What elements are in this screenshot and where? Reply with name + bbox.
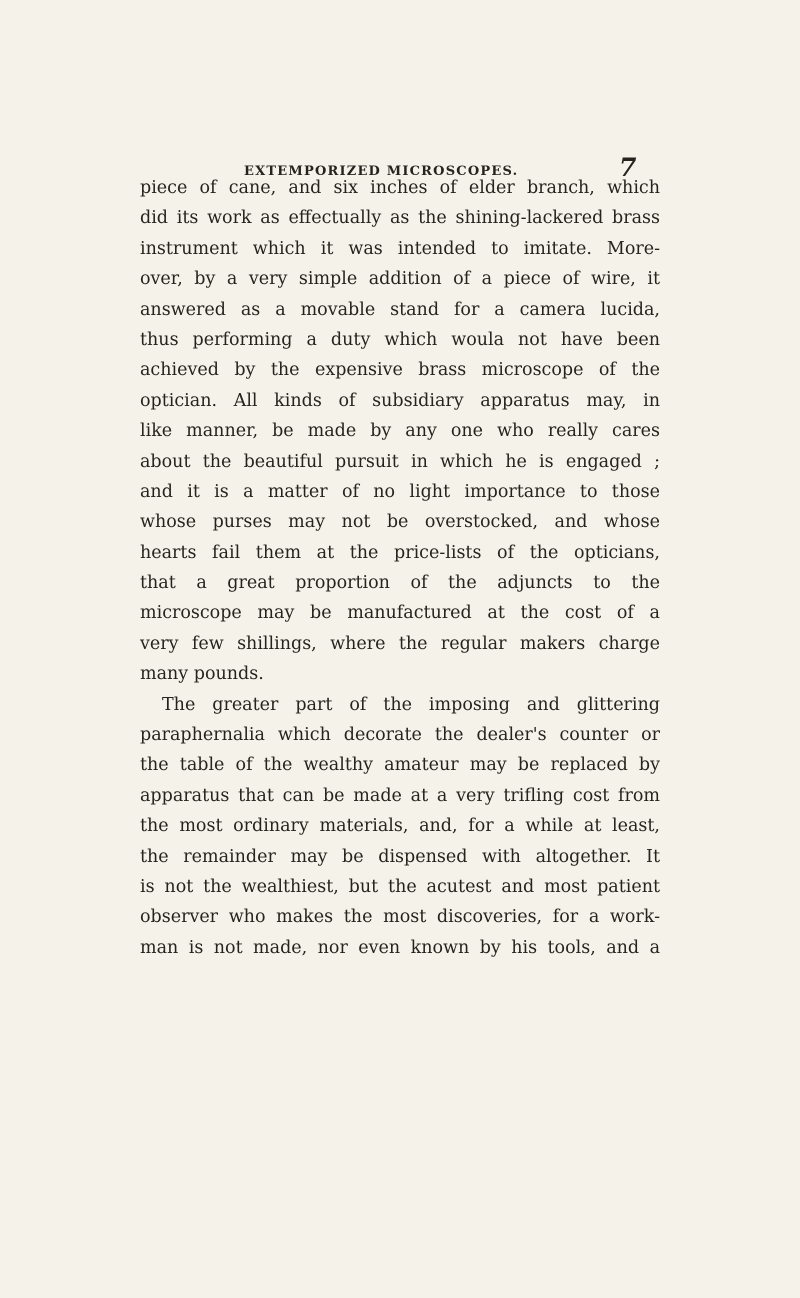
text-line: man is not made, nor even known by his tools, and a — [140, 937, 660, 958]
text-line: optician. All kinds of subsidiary apparatus may, in — [140, 390, 660, 411]
text-line: that a great proportion of the adjuncts to the — [140, 573, 660, 594]
text-line: microscope may be manufactured at the cost of a — [140, 603, 660, 624]
text-line: apparatus that can be made at a very trifling cost from — [140, 785, 660, 806]
text-line: very few shillings, where the regular makers charge — [140, 633, 660, 654]
text-line: instrument which it was intended to imitate. More- — [140, 238, 660, 259]
text-line: piece of cane, and six inches of elder branch, which — [140, 178, 660, 198]
text-line: is not the wealthiest, but the acutest and most patient — [140, 876, 660, 897]
text-line: and it is a matter of no light importance to those — [140, 481, 660, 502]
text-line: hearts fail them at the price-lists of the opticians, — [140, 542, 660, 563]
text-line: the table of the wealthy amateur may be replaced by — [140, 755, 660, 776]
text-line: whose purses may not be overstocked, and whose — [140, 512, 660, 533]
text-line: achieved by the expensive brass microscope of the — [140, 360, 660, 381]
text-line: the remainder may be dispensed with altogether. It — [140, 846, 660, 867]
body-text — [140, 173, 660, 963]
text-line: over, by a very simple addition of a piece of wire, it — [140, 269, 660, 290]
text-line: answered as a movable stand for a camera lucida, — [140, 299, 660, 320]
text-line: thus performing a duty which woula not have been — [140, 329, 660, 350]
page-number: 7 — [619, 153, 637, 182]
text-line: did its work as effectually as the shining-lackered brass — [140, 208, 660, 229]
running-head: EXTEMPORIZED MICROSCOPES. — [244, 164, 519, 179]
text-line: the most ordinary materials, and, for a while at least, — [140, 816, 660, 837]
text-line: like manner, be made by any one who really cares — [140, 421, 660, 442]
text-line: many pounds. — [140, 664, 264, 685]
text-line: observer who makes the most discoveries, for a work- — [140, 907, 660, 928]
text-line: about the beautiful pursuit in which he is engaged ; — [140, 451, 660, 472]
text-line: paraphernalia which decorate the dealer's counter or — [140, 725, 660, 746]
text-line: The greater part of the imposing and glittering — [162, 694, 660, 715]
